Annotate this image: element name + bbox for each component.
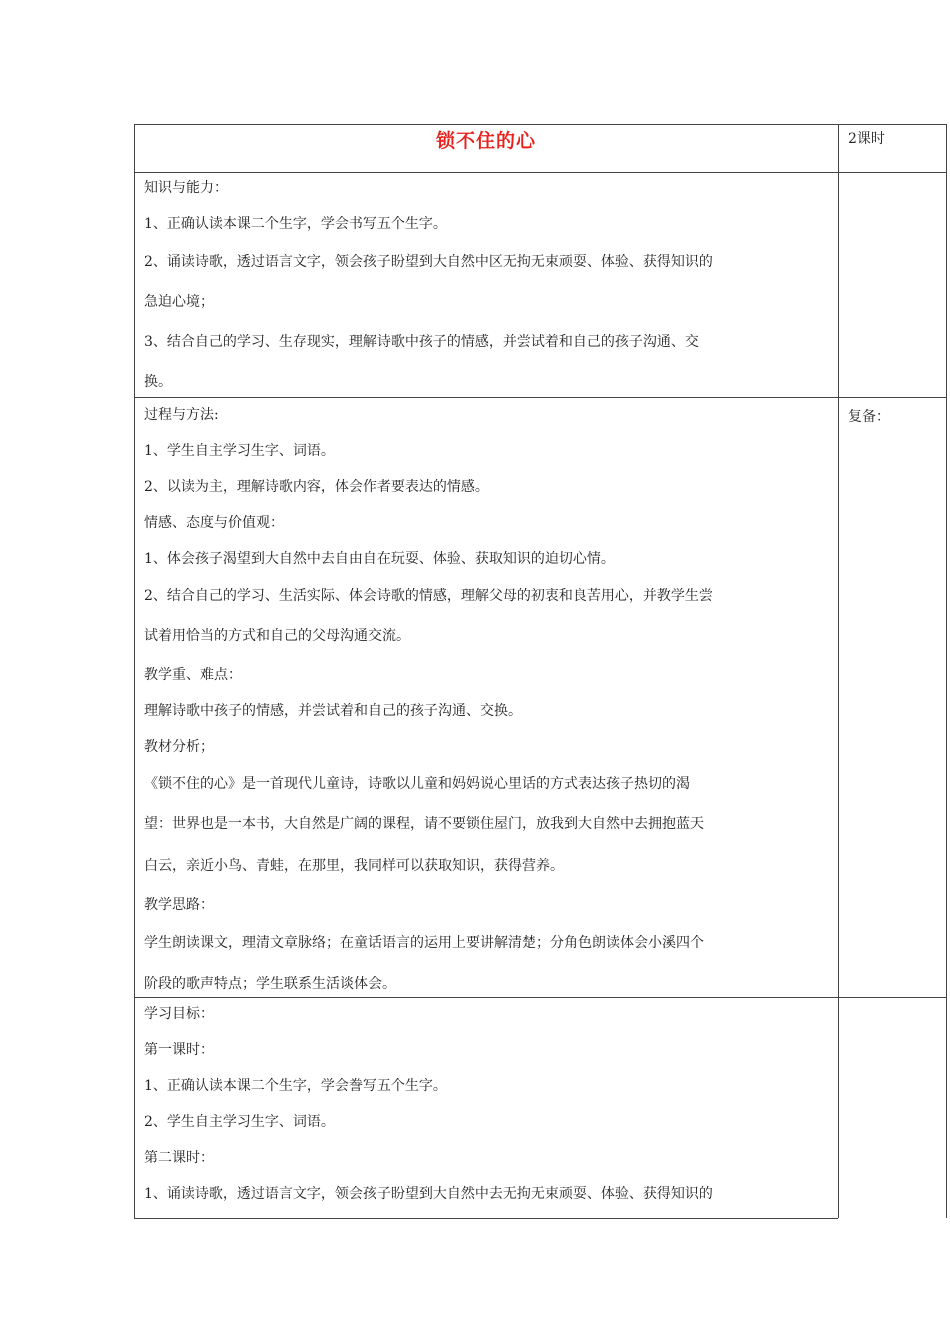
text-line: 急迫心境； bbox=[144, 294, 214, 310]
table-bottom-border bbox=[134, 1218, 838, 1219]
text-line: 阶段的歌声特点；学生联系生活谈体会。 bbox=[144, 976, 396, 992]
table-right-border bbox=[946, 124, 947, 1218]
text-line: 试着用恰当的方式和自己的父母沟通交流。 bbox=[144, 628, 410, 644]
text-line: 望：世界也是一本书，大自然是广阔的课程，请不要锁住屋门，放我到大自然中去拥抱蓝天 bbox=[144, 816, 704, 832]
text-line: 《锁不住的心》是一首现代儿童诗，诗歌以儿童和妈妈说心里话的方式表达孩子热切的渴 bbox=[144, 776, 690, 792]
section-heading: 学习目标： bbox=[144, 1006, 214, 1022]
text-line: 理解诗歌中孩子的情感，并尝试着和自己的孩子沟通、交换。 bbox=[144, 703, 522, 719]
process-method-section bbox=[144, 397, 832, 1005]
text-line: 1、正确认读本课二个生字，学会誊写五个生字。 bbox=[144, 1078, 447, 1094]
table-left-border bbox=[134, 124, 135, 1218]
learning-goals-section bbox=[144, 996, 832, 1212]
subsection-heading: 第一课时： bbox=[144, 1042, 214, 1058]
text-line: 1、体会孩子渴望到大自然中去自由自在玩耍、体验、获取知识的迫切心情。 bbox=[144, 551, 615, 567]
lesson-title: 锁不住的心 bbox=[435, 130, 536, 152]
text-line: 2、学生自主学习生字、词语。 bbox=[144, 1114, 335, 1130]
text-line: 2、结合自己的学习、生活实际、体会诗歌的情感，理解父母的初衷和良苦用心，并教学生尝 bbox=[144, 588, 713, 604]
text-line: 2、以读为主，理解诗歌内容，体会作者要表达的情感。 bbox=[144, 479, 489, 495]
table-top-border bbox=[134, 124, 947, 125]
prep-label: 复备： bbox=[848, 409, 890, 425]
column-divider bbox=[838, 124, 839, 1218]
section-heading: 知识与能力： bbox=[144, 180, 228, 196]
subsection-heading: 教材分析； bbox=[144, 739, 214, 755]
text-line: 1、诵读诗歌，透过语言文字，领会孩子盼望到大自然中去无拘无束顽耍、体验、获得知识的 bbox=[144, 1186, 713, 1202]
subsection-heading: 第二课时： bbox=[144, 1150, 214, 1166]
section-heading: 过程与方法: bbox=[144, 407, 219, 423]
subsection-heading: 教学重、难点： bbox=[144, 667, 242, 683]
subsection-heading: 情感、态度与价值观： bbox=[144, 515, 284, 531]
text-line: 1、学生自主学习生字、词语。 bbox=[144, 443, 335, 459]
knowledge-ability-section bbox=[144, 170, 832, 402]
text-line: 换。 bbox=[144, 374, 172, 390]
text-line: 学生朗读课文，理清文章脉络；在童话语言的运用上要讲解清楚；分角色朗读体会小溪四个 bbox=[144, 935, 704, 951]
lesson-hours: 2课时 bbox=[848, 131, 885, 147]
text-line: 2、诵读诗歌，透过语言文字，领会孩子盼望到大自然中区无拘无束顽耍、体验、获得知识的 bbox=[144, 254, 713, 270]
text-line: 1、正确认读本课二个生字，学会书写五个生字。 bbox=[144, 216, 447, 232]
subsection-heading: 教学思路： bbox=[144, 897, 214, 913]
text-line: 3、结合自己的学习、生存现实，理解诗歌中孩子的情感，并尝试着和自己的孩子沟通、交 bbox=[144, 334, 699, 350]
text-line: 白云，亲近小鸟、青蛙，在那里，我同样可以获取知识，获得营养。 bbox=[144, 858, 564, 874]
